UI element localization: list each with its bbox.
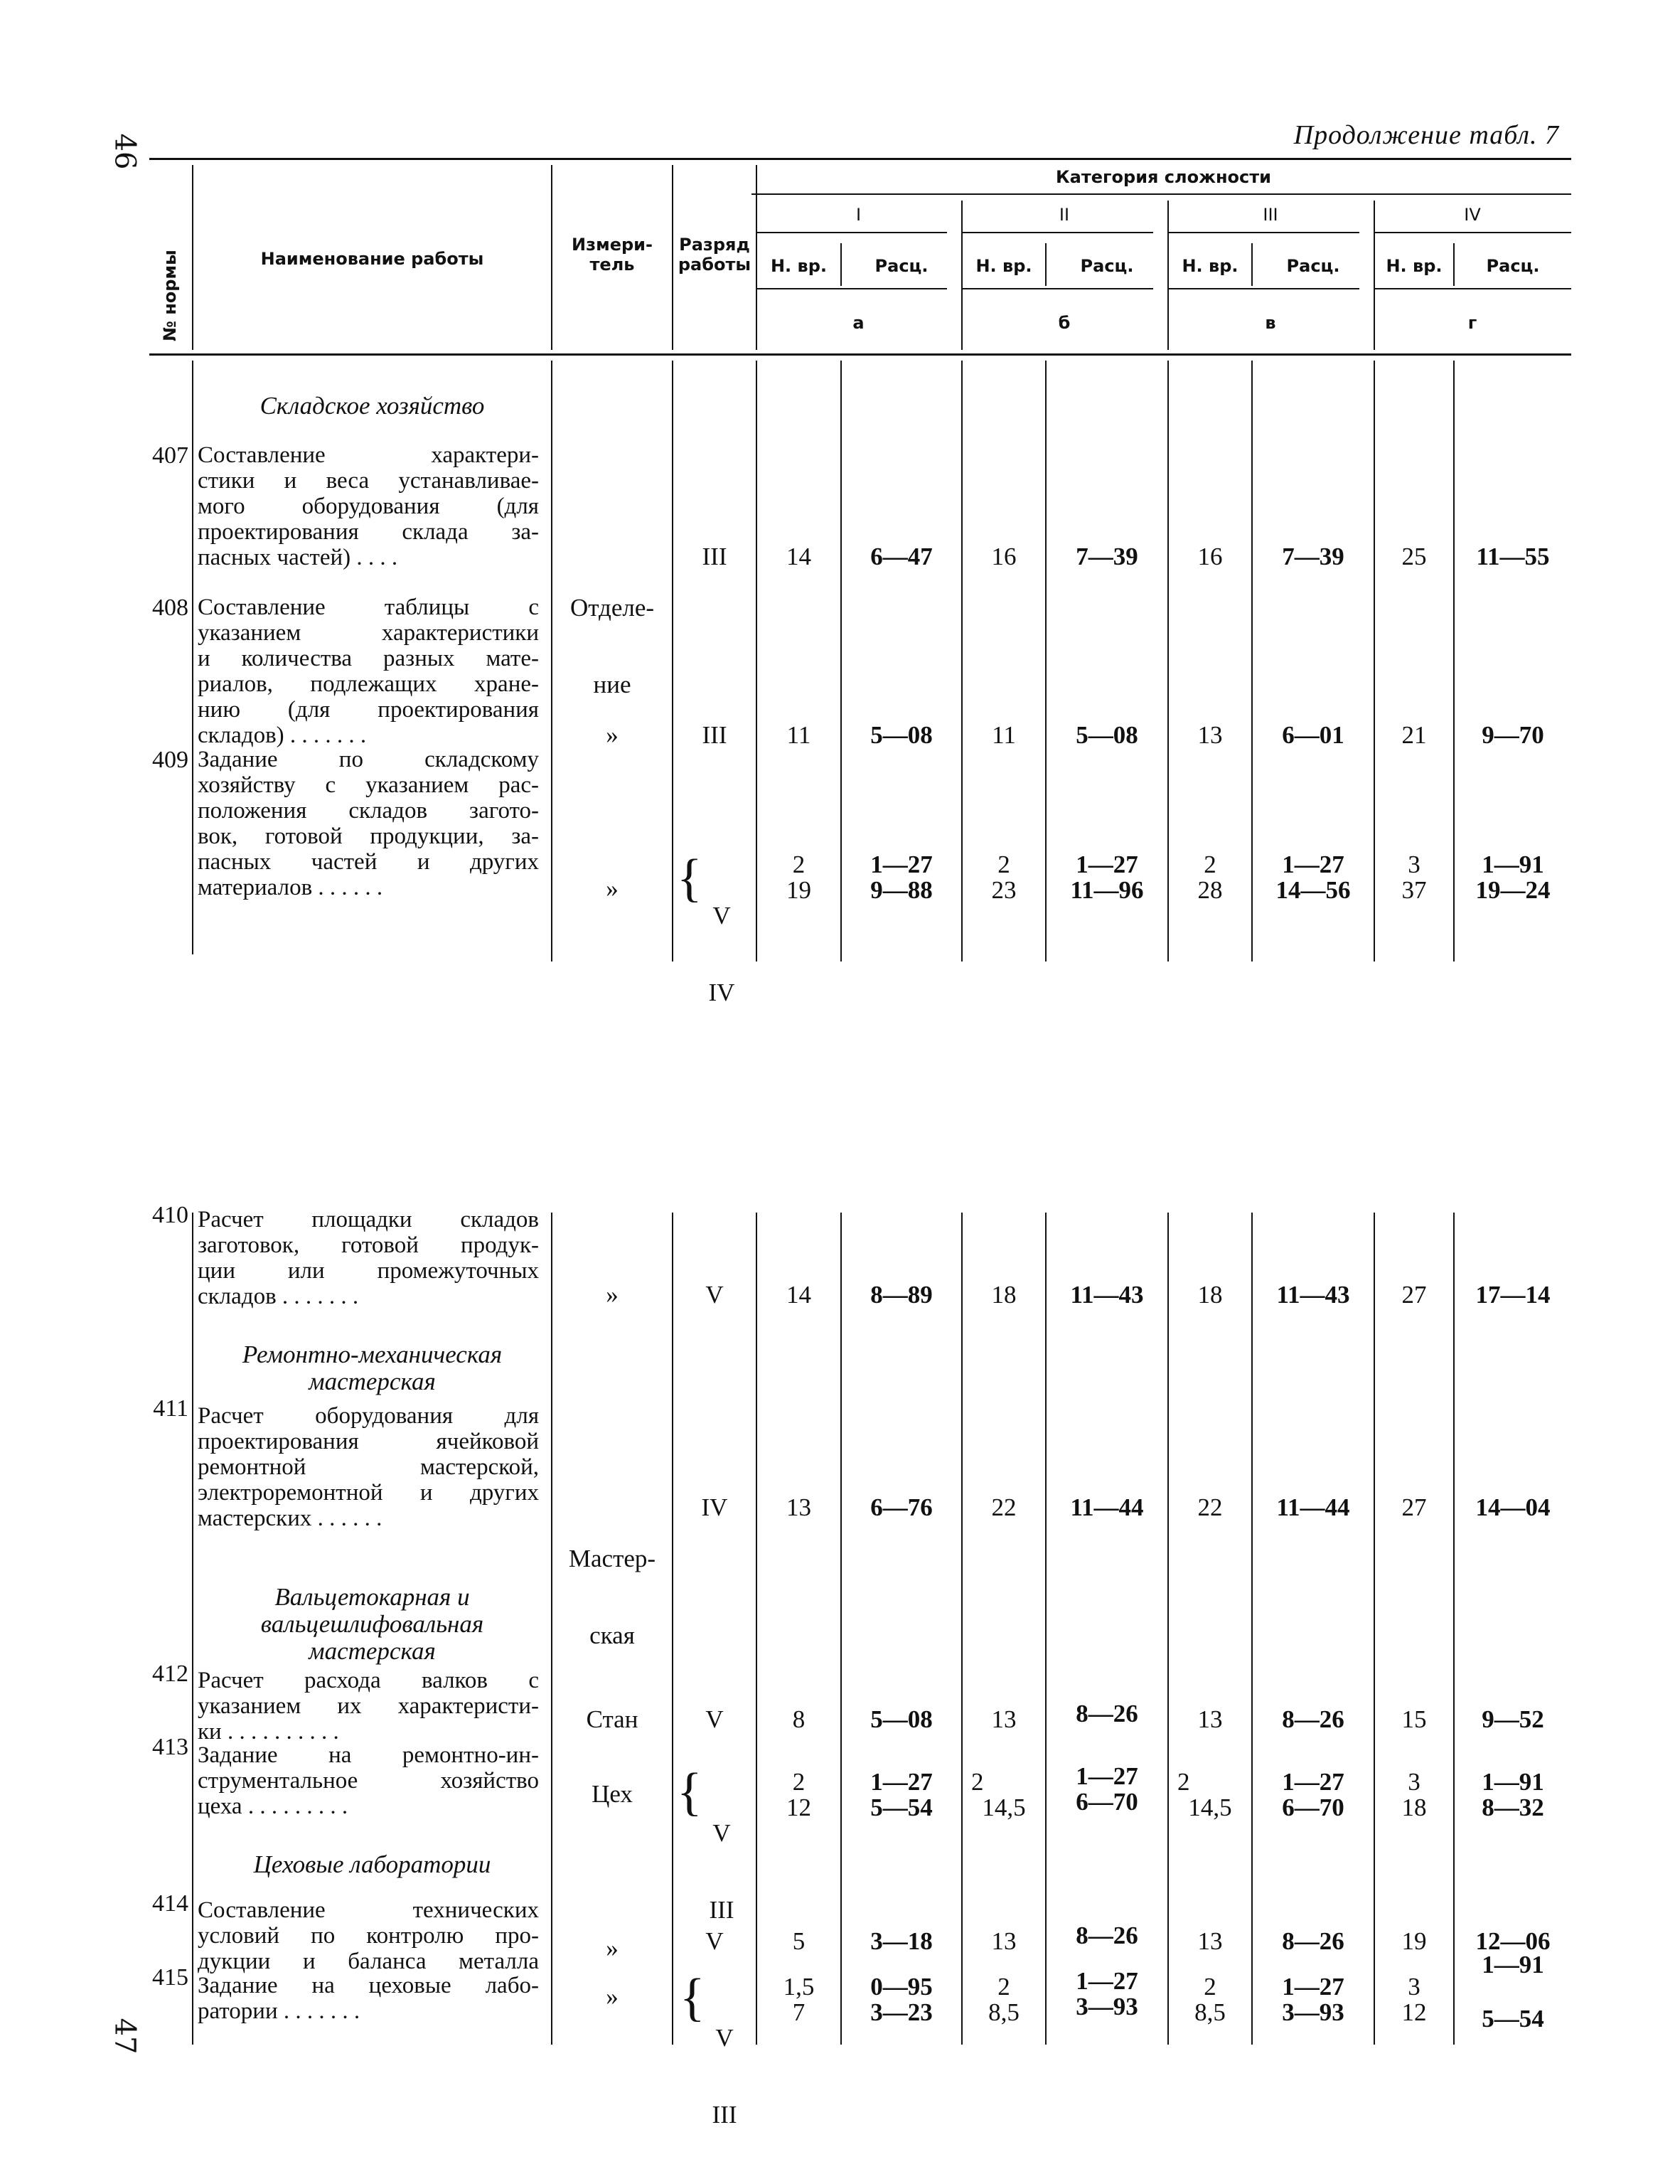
rasc-header-2: Расц. xyxy=(1080,256,1134,276)
nvr-II xyxy=(963,852,1045,903)
sub-rule-2 xyxy=(961,288,1153,289)
meter: » xyxy=(606,1934,619,1962)
rasc-IV: 9—52 xyxy=(1482,1705,1544,1733)
norm-number-header: № нормы xyxy=(160,250,180,341)
value-line: 1—27 xyxy=(870,851,933,878)
nvr-I: 14 xyxy=(786,1281,811,1309)
work-name xyxy=(198,1973,539,2024)
rasc-IV: 17—14 xyxy=(1475,1281,1551,1309)
work-name-line: складов) . . . . . . . xyxy=(198,723,367,748)
work-name-line: цеха . . . . . . . . . xyxy=(198,1794,348,1819)
work-name-line: хозяйству с указанием рас- xyxy=(198,772,539,798)
meter-header xyxy=(552,235,672,275)
section-labs: Цеховые лаборатории xyxy=(253,1850,491,1878)
norm-number: 412 xyxy=(152,1661,188,1687)
value-line: 1—27 xyxy=(1282,851,1344,878)
nvr-I: 8 xyxy=(792,1705,806,1733)
value-line: 14,5 xyxy=(1188,1794,1232,1821)
value-line: 1—27 xyxy=(870,1768,933,1796)
value-line: 2 xyxy=(1204,851,1216,878)
rasc-IV: 12—06 xyxy=(1475,1927,1551,1955)
work-name-line: Расчет оборудования для xyxy=(198,1403,539,1429)
nvr-IV xyxy=(1375,852,1453,903)
work-name xyxy=(198,1207,539,1309)
rank-line: V xyxy=(712,1819,731,1847)
rasc-I: 6—47 xyxy=(870,543,933,570)
work-name-line: Задание на цеховые лабо- xyxy=(198,1973,539,1998)
work-name-line: заготовок, готовой продук- xyxy=(198,1232,539,1258)
work-name-line: проектирования ячейковой xyxy=(198,1429,539,1454)
nvr-III: 16 xyxy=(1197,543,1223,570)
nvr-IV: 21 xyxy=(1401,721,1427,749)
value-line: 5—54 xyxy=(870,1794,933,1821)
nvr-header-4: Н. вр. xyxy=(1386,256,1443,276)
rasc-IV xyxy=(1455,1769,1571,1821)
value-line: 1—27 xyxy=(1282,1973,1344,2001)
body1-vline-1 xyxy=(192,361,193,954)
work-name-line: условий по контролю про- xyxy=(198,1923,539,1949)
norm-number: 415 xyxy=(152,1964,188,1991)
nvr-III xyxy=(1169,852,1251,903)
nvr-I xyxy=(757,1974,840,2025)
value-line: 14—56 xyxy=(1275,876,1351,904)
work-name xyxy=(198,1668,539,1744)
nvr-II: 16 xyxy=(991,543,1017,570)
value-line: 3 xyxy=(1408,1973,1420,2001)
nvr-II: 22 xyxy=(991,1493,1017,1521)
rank-header-line2: работы xyxy=(678,255,751,275)
body1-vline-3 xyxy=(672,361,673,962)
work-name-line: ки . . . . . . . . . . xyxy=(198,1719,339,1744)
rank xyxy=(693,1769,750,1949)
work-name-line: положения складов загото- xyxy=(198,798,539,824)
work-name-line: проектирования склада за- xyxy=(198,519,539,545)
nvr-II: 11 xyxy=(992,721,1016,749)
nvr-IV: 19 xyxy=(1401,1927,1427,1955)
value-line: 8,5 xyxy=(988,1998,1020,2026)
rasc-IV xyxy=(1455,852,1571,903)
section-repair-workshop xyxy=(193,1341,551,1395)
work-name-line: указанием их характеристи- xyxy=(198,1693,539,1719)
value-line: 9—88 xyxy=(870,876,933,904)
letter-g: г xyxy=(1467,313,1477,333)
section-warehouse: Складское хозяйство xyxy=(260,392,485,420)
rasc-IV: 14—04 xyxy=(1475,1493,1551,1521)
value-line: 37 xyxy=(1401,876,1427,904)
letter-b: б xyxy=(1058,313,1071,333)
rasc-I xyxy=(842,852,961,903)
rank-brace: { xyxy=(677,849,702,907)
norm-number: 411 xyxy=(153,1395,188,1422)
meter-line: Мастер- xyxy=(568,1545,656,1572)
value-line: 1—91 xyxy=(1482,1951,1544,1978)
category-IV: IV xyxy=(1464,205,1481,225)
value-line: 3 xyxy=(1408,851,1420,878)
meter xyxy=(552,1495,672,1674)
work-name-line: стики и веса устанавливае- xyxy=(198,468,539,494)
rasc-III xyxy=(1253,1974,1374,2025)
rank-header xyxy=(673,235,756,275)
meter xyxy=(552,544,672,723)
work-name-line: пасных частей) . . . . xyxy=(198,545,398,570)
meter: » xyxy=(606,721,619,749)
rasc-III: 6—01 xyxy=(1282,721,1344,749)
continuation-caption: Продолжение табл. 7 xyxy=(1293,120,1559,150)
rasc-header-4: Расц. xyxy=(1486,256,1540,276)
header-top-rule xyxy=(149,158,1571,160)
rasc-II xyxy=(1047,1969,1167,2020)
meter: » xyxy=(606,1983,619,2010)
norm-number: 409 xyxy=(152,747,188,773)
body2-vline-8 xyxy=(1167,1213,1169,2045)
work-name-line: нию (для проектирования xyxy=(198,697,539,723)
meter: » xyxy=(606,875,619,902)
sub-rule-4 xyxy=(1374,288,1571,289)
roman-rule-4 xyxy=(1374,232,1571,233)
rank-line: IV xyxy=(708,979,735,1006)
work-name xyxy=(198,595,539,748)
nvr-header-1: Н. вр. xyxy=(770,256,828,276)
value-line: 0—95 xyxy=(870,1973,933,2001)
rasc-III: 11—43 xyxy=(1276,1281,1350,1309)
meter-line: ние xyxy=(593,671,631,698)
work-name-line: Составление технических xyxy=(198,1897,539,1923)
rasc-IV xyxy=(1455,1952,1571,2032)
value-line: 1—27 xyxy=(1076,851,1138,878)
rank-line: V xyxy=(712,902,731,929)
category-III: III xyxy=(1263,205,1278,225)
work-name-line: электроремонтной и других xyxy=(198,1480,539,1506)
work-name-line: мого оборудования (для xyxy=(198,494,539,519)
body2-vline-5 xyxy=(840,1213,842,2045)
sub-rule-1 xyxy=(756,288,947,289)
rasc-II xyxy=(1047,852,1167,903)
nvr-I: 13 xyxy=(786,1493,811,1521)
work-name xyxy=(198,1742,539,1819)
rasc-IV: 11—55 xyxy=(1476,543,1550,570)
work-name-line: ремонтной мастерской, xyxy=(198,1454,539,1480)
nvr-I: 5 xyxy=(792,1927,806,1955)
section-repair-line2: мастерская xyxy=(309,1368,436,1395)
letter-v: в xyxy=(1265,313,1276,333)
norm-number: 410 xyxy=(152,1202,188,1228)
rasc-II: 5—08 xyxy=(1076,721,1138,749)
rank: V xyxy=(705,1705,724,1733)
nvr-III: 22 xyxy=(1197,1493,1223,1521)
rank xyxy=(693,852,750,1031)
rasc-II: 7—39 xyxy=(1076,543,1138,570)
work-name-line: пасных частей и других xyxy=(198,849,539,875)
meter-line: Отделе- xyxy=(569,594,655,622)
rasc-I: 8—89 xyxy=(870,1281,933,1309)
value-line: 1—27 xyxy=(1282,1768,1344,1796)
work-name xyxy=(198,1403,539,1531)
value-line: 1—27 xyxy=(1076,1762,1138,1790)
rasc-I: 5—08 xyxy=(870,1705,933,1733)
body2-vline-6 xyxy=(961,1213,963,2045)
work-name-line: Расчет расхода валков с xyxy=(198,1668,539,1693)
value-line: 12 xyxy=(786,1794,811,1821)
nvr-header-2: Н. вр. xyxy=(975,256,1032,276)
nvr-I: 11 xyxy=(786,721,811,749)
work-name-line: указанием характеристики xyxy=(198,620,539,646)
value-line: 8,5 xyxy=(1194,1998,1226,2026)
rank: III xyxy=(702,721,727,749)
section-roll-line2: вальцешлифовальная xyxy=(260,1610,484,1638)
work-name-line: мастерских . . . . . . xyxy=(198,1506,382,1531)
nvr-III xyxy=(1169,1974,1251,2025)
letter-a: а xyxy=(852,313,865,333)
value-line: 18 xyxy=(1401,1794,1427,1821)
nvr-III: 13 xyxy=(1197,721,1223,749)
work-name-line: дукции и баланса металла xyxy=(198,1949,539,1974)
nvr-III: 13 xyxy=(1197,1705,1223,1733)
nvr-header-3: Н. вр. xyxy=(1182,256,1238,276)
nvr-II xyxy=(963,1974,1045,2025)
nvr-IV: 27 xyxy=(1401,1493,1427,1521)
rank: III xyxy=(702,543,727,570)
section-repair-line1: Ремонтно-механическая xyxy=(242,1341,503,1368)
value-line: 2 xyxy=(997,1973,1010,2001)
category-header: Категория сложности xyxy=(1056,167,1271,187)
rank-brace: { xyxy=(680,1969,705,2027)
rasc-I: 5—08 xyxy=(870,721,933,749)
nvr-IV: 27 xyxy=(1401,1281,1427,1309)
value-line: 11—96 xyxy=(1070,876,1144,904)
rasc-III: 11—44 xyxy=(1276,1493,1350,1521)
rasc-I xyxy=(842,1974,961,2025)
nvr-III: 18 xyxy=(1197,1281,1223,1309)
value-line: 23 xyxy=(991,876,1017,904)
nvr-I xyxy=(757,852,840,903)
rasc-III: 7—39 xyxy=(1282,543,1344,570)
rasc-II: 11—43 xyxy=(1070,1281,1144,1309)
sub-rule-3 xyxy=(1167,288,1359,289)
meter: Стан xyxy=(586,1705,638,1733)
nvr-IV: 15 xyxy=(1401,1705,1427,1733)
work-name-line: материалов . . . . . . xyxy=(198,875,383,900)
nvr-II: 18 xyxy=(991,1281,1017,1309)
body2-vline-10 xyxy=(1374,1213,1375,2045)
work-name-line: вок, готовой продукции, за- xyxy=(198,824,539,849)
work-name-line: складов . . . . . . . xyxy=(198,1284,359,1309)
norm-number: 408 xyxy=(152,595,188,621)
body2-vline-3 xyxy=(672,1213,673,2045)
meter: Цех xyxy=(592,1780,633,1808)
rasc-IV: 9—70 xyxy=(1482,721,1544,749)
body2-vline-11 xyxy=(1453,1213,1455,2045)
nvr-III: 13 xyxy=(1197,1927,1223,1955)
value-line: 7 xyxy=(792,1998,806,2026)
rasc-header-3: Расц. xyxy=(1286,256,1340,276)
norm-number: 407 xyxy=(152,442,188,469)
value-line: 5—54 xyxy=(1482,2005,1544,2033)
rank xyxy=(696,1974,753,2153)
norm-number: 414 xyxy=(152,1890,188,1917)
rasc-II: 8—26 xyxy=(1076,1922,1138,1949)
work-name xyxy=(198,442,539,570)
rasc-III: 8—26 xyxy=(1282,1705,1344,1733)
category-rule xyxy=(751,193,1571,195)
work-name-line: ции или промежуточных xyxy=(198,1258,539,1284)
work-name-header: Наименование работы xyxy=(260,249,484,269)
work-name-line: и количества разных мате- xyxy=(198,646,539,671)
section-roll-workshop xyxy=(193,1584,551,1665)
rasc-III xyxy=(1253,852,1374,903)
rasc-II: 8—26 xyxy=(1076,1700,1138,1727)
meter-header-line1: Измери- xyxy=(572,235,653,255)
rasc-I: 6—76 xyxy=(870,1493,933,1521)
value-line: 1,5 xyxy=(783,1973,815,2001)
nvr-II: 13 xyxy=(991,1927,1017,1955)
value-line: 19—24 xyxy=(1475,876,1551,904)
work-name-line: Задание на ремонтно-ин- xyxy=(198,1742,539,1768)
rank: IV xyxy=(701,1493,728,1521)
value-line: 2 xyxy=(792,1768,806,1796)
body2-vline-7 xyxy=(1045,1213,1047,2045)
rasc-I xyxy=(842,1769,961,1821)
value-line: 3—93 xyxy=(1076,1993,1138,2020)
work-name-line: риалов, подлежащих хране- xyxy=(198,671,539,697)
rasc-II xyxy=(1047,1764,1167,1815)
rasc-header-1: Расц. xyxy=(874,256,929,276)
page-number-bottom: 47 xyxy=(108,2018,141,2055)
rank-brace: { xyxy=(677,1763,702,1821)
rasc-II: 11—44 xyxy=(1070,1493,1144,1521)
value-line: 1—91 xyxy=(1482,851,1544,878)
value-line: 12 xyxy=(1401,1998,1427,2026)
nvr-II: 13 xyxy=(991,1705,1017,1733)
section-roll-line3: мастерская xyxy=(309,1637,436,1665)
nvr-IV xyxy=(1375,1769,1453,1821)
body2-vline-9 xyxy=(1251,1213,1253,2045)
work-name-line: Задание по складскому xyxy=(198,747,539,772)
value-line: 14,5 xyxy=(982,1794,1026,1821)
nvr-IV xyxy=(1375,1974,1453,2025)
rasc-III xyxy=(1253,1769,1374,1821)
value-line: 6—70 xyxy=(1282,1794,1344,1821)
rank-line: V xyxy=(715,2024,734,2052)
value-line: 3—23 xyxy=(870,1998,933,2026)
body2-vline-4 xyxy=(756,1213,757,2045)
roman-rule-3 xyxy=(1167,232,1359,233)
work-name-line: струментальное хозяйство xyxy=(198,1768,539,1794)
nvr-IV: 25 xyxy=(1401,543,1427,570)
value-line: 2 xyxy=(792,851,806,878)
category-I: I xyxy=(855,205,862,225)
value-line: 28 xyxy=(1197,876,1223,904)
rank: V xyxy=(705,1281,724,1309)
value-line: 2 xyxy=(1177,1768,1190,1796)
nvr-III xyxy=(1169,1769,1251,1821)
roman-rule-1 xyxy=(756,232,947,233)
meter-line: ская xyxy=(589,1621,635,1649)
work-name xyxy=(198,747,539,900)
work-name xyxy=(198,1897,539,1974)
rank: V xyxy=(705,1927,724,1955)
work-name-line: Составление таблицы с xyxy=(198,595,539,620)
norm-number: 413 xyxy=(152,1734,188,1760)
work-name-line: ратории . . . . . . . xyxy=(198,1998,360,2024)
value-line: 3 xyxy=(1408,1768,1420,1796)
value-line: 6—70 xyxy=(1076,1788,1138,1816)
rank-line: III xyxy=(709,1896,734,1924)
value-line: 2 xyxy=(971,1768,984,1796)
value-line: 8—32 xyxy=(1482,1794,1544,1821)
roman-rule-2 xyxy=(961,232,1153,233)
meter: » xyxy=(606,1281,619,1309)
rasc-III: 8—26 xyxy=(1282,1927,1344,1955)
value-line: 1—27 xyxy=(1076,1967,1138,1995)
nvr-II xyxy=(963,1769,1045,1821)
value-line: 19 xyxy=(786,876,811,904)
rank-header-line1: Разряд xyxy=(679,235,750,255)
nvr-I: 14 xyxy=(786,543,811,570)
nvr-I xyxy=(757,1769,840,1821)
section-roll-line1: Вальцетокарная и xyxy=(274,1583,470,1611)
work-name-line: Составление характери- xyxy=(198,442,539,468)
header-bottom-rule xyxy=(149,353,1571,356)
value-line: 2 xyxy=(1204,1973,1216,2001)
value-line: 2 xyxy=(997,851,1010,878)
category-II: II xyxy=(1059,205,1070,225)
work-name-line: Расчет площадки складов xyxy=(198,1207,539,1232)
rank-line: III xyxy=(712,2101,737,2129)
page-number-top: 46 xyxy=(108,133,141,170)
value-line: 3—93 xyxy=(1282,1998,1344,2026)
rasc-I: 3—18 xyxy=(870,1927,933,1955)
meter-header-line2: тель xyxy=(589,255,635,275)
value-line: 1—91 xyxy=(1482,1768,1544,1796)
